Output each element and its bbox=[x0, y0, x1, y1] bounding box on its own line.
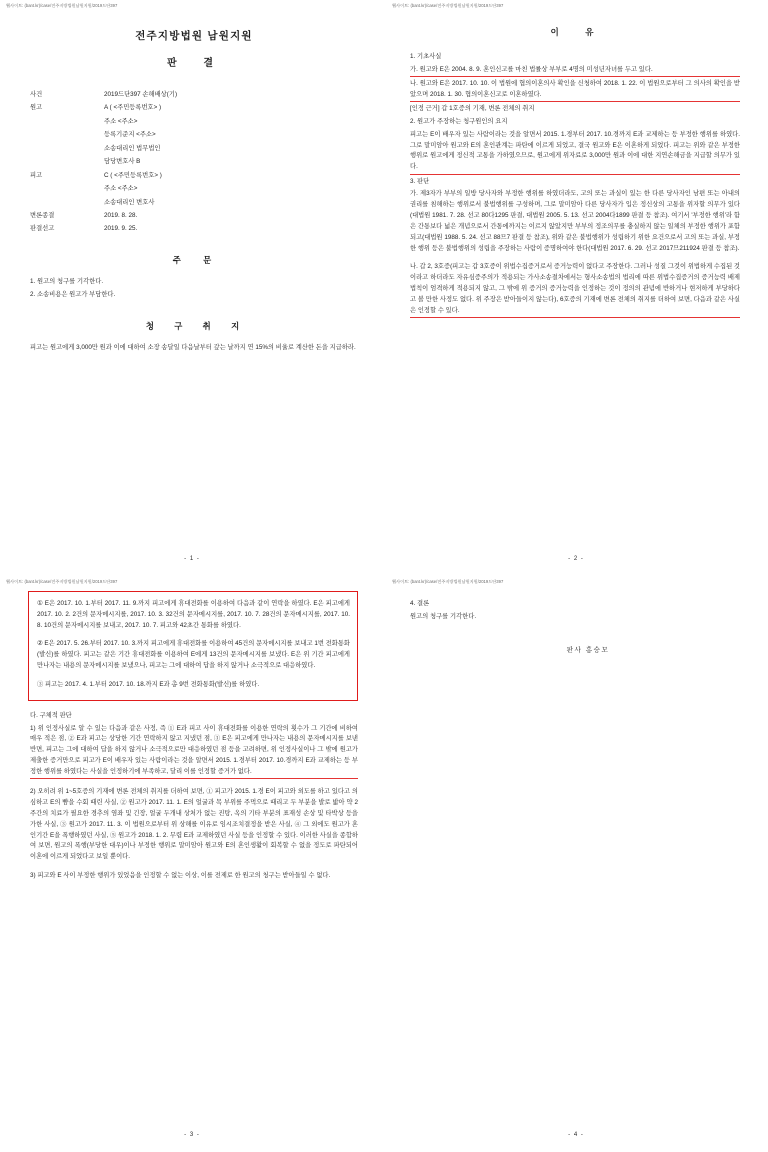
scan-header-page-2: 웹사이트: (bant.kr)/case/전주지방법원남원지원/2019드단397 bbox=[392, 3, 504, 8]
meta-value: 2019. 8. 28. bbox=[104, 211, 138, 219]
meta-key: 사건 bbox=[30, 90, 43, 98]
meta-key bbox=[30, 142, 104, 155]
claim-text: 피고는 원고에게 3,000만 원과 이에 대하여 소장 송달일 다음날부터 갚는 날까지 연 15%의 비율로 계산한 돈을 지급하라. bbox=[30, 344, 356, 352]
section-4-text: 원고의 청구를 기각한다. bbox=[410, 612, 477, 620]
meta-key: 판결선고 bbox=[30, 225, 55, 233]
claim-heading: 청 구 취 지 bbox=[145, 320, 249, 331]
scan-header-page-1: 웹사이트: (bant.kr)/case/전주지방법원남원지원/2019드단397 bbox=[6, 3, 118, 8]
section-c-item-1: 1) 위 인정사실로 알 수 있는 다음과 같은 사정, 즉 ① E과 피고 사이 휴대전화를 이용한 연락의 횟수가 그 기간에 비하여 매우 적은 점, ② E과 피고는 상당한 기간 연락하지 않고 지냈던 점, ③ E은 피고에게 만나자는 내용의 문자메시지를 보낸 반면, 피고는 그에 대하여 답을 하지 않거나 소극적으로만 대응하였던 점 등을 고려하면, 위 인정사실이나 그 밖에 원고가 제출한 증거만으로 피고가 E이 배우자 있는 사람이라는 것을 알면서 2015. 1.경부터 2017. 10.경까지 E과 교제하는 등 부정한 행위를 하였다는 사실을 인정하기에 부족하고, 달리 이를 인정할 증거가 없다. bbox=[30, 724, 358, 780]
boxed-item-1: ① E은 2017. 10. 1.부터 2017. 11. 9.까지 피고에게 휴대전화를 이용하여 다음과 같이 연락을 하였다. E은 피고에게 2017. 10. 2. 2건의 문자메시지를, 2017. 10. 3. 32건의 문자메시지를, 2017. 10. 7. 28건의 문자메시지를, 2017. 10. 8. 10건의 문자메시지를 보내고, 2017. 10. 7. 피고와 42초간 통화를 하였다. bbox=[37, 600, 350, 629]
red-annotation-box bbox=[28, 591, 358, 701]
page-number-1: - 1 - bbox=[184, 556, 200, 562]
order-item-1: 1. 원고의 청구를 기각한다. bbox=[30, 278, 104, 286]
page-4-body bbox=[384, 585, 768, 656]
section-1-title: 1. 기초사실 bbox=[410, 52, 442, 60]
meta-key bbox=[30, 183, 104, 196]
meta-key bbox=[30, 115, 104, 128]
table-row bbox=[30, 115, 358, 128]
table-row bbox=[30, 102, 358, 115]
table-row bbox=[30, 223, 358, 236]
section-1-evidence: [인정 근거] 갑 1호증의 기재, 변론 전체의 취지 bbox=[410, 105, 535, 113]
page-2 bbox=[384, 0, 768, 576]
boxed-item-3: ③ 피고는 2017. 4. 1.부터 2017. 10. 18.까지 E과 총 9번 전화통화(발신)를 하였다. bbox=[37, 680, 260, 688]
order-item-2: 2. 소송비용은 원고가 부담한다. bbox=[30, 290, 116, 298]
page-number-2: - 2 - bbox=[568, 556, 584, 562]
boxed-item-2: ② E은 2017. 5. 26.부터 2017. 10. 3.까지 피고에게 휴대전화를 이용하여 45건의 문자메시지를 보내고 1번 전화통화(발신)를 하였다. 피고는 같은 기간 휴대전화를 이용하여 E에게 13건의 문자메시지를 보냈다. E은 위 기간 피고에게 만나자는 내용의 문자메시지를 보냈으나, 피고는 그에 대하여 답을 하지 않거나 소극적으로 대응하였다. bbox=[37, 640, 350, 670]
meta-key: 피고 bbox=[30, 171, 43, 179]
order-heading: 주 문 bbox=[172, 254, 222, 265]
scan-header-page-4: 웹사이트: (bant.kr)/case/전주지방법원남원지원/2019드단397 bbox=[392, 579, 504, 584]
meta-key bbox=[30, 196, 104, 209]
section-2-text: 피고는 E이 배우자 있는 사람이라는 것을 알면서 2015. 1.경부터 2017. 10.경까지 E과 교제하는 등 부정한 행위를 하였다. 그로 말미암아 원고와 E의 혼인관계는 파탄에 이르게 되었고, 결국 원고와 E은 이혼하게 되었다. 피고는 위와 같은 부정한 행위로 원고에게 정신적 고통을 가하였으므로, 원고에게 위자료로 3,000만 원과 이에 대한 지연손해금을 지급할 의무가 있다. bbox=[410, 130, 740, 175]
section-2-title: 2. 원고가 주장하는 청구원인의 요지 bbox=[410, 117, 508, 125]
section-4-title: 4. 결론 bbox=[410, 600, 430, 607]
page-3 bbox=[0, 576, 384, 1152]
section-3-a: 가. 제3자가 부부의 일방 당사자와 부정한 행위를 하였더라도, 고의 또는 과실이 있는 한 다른 당사자인 남편 또는 아내의 권리를 침해하는 행위로서 불법행위를 구성하며, 그로 말미암아 다른 당사자가 입은 정신상의 고통을 위자할 의무가 있다(대법원 1981. 7. 28. 선고 80다1295 판결, 대법원 2005. 5. 13. 선고 2004다1899 판결 등 참조). 여기서 '부정한 행위'라 함은 간통보다 넓은 개념으로서 간통에까지는 이르지 않았지만 부부의 정조의무를 충실하지 않는 일체의 부정한 행위가 포함되고(대법원 1988. 5. 24. 선고 88므7 판결 등 참조), 위와 같은 불법행위가 성립하기 위한 요건으로서 고의 또는 과실, 부정한 행위 등은 불법행위의 성립을 주장하는 사람이 증명하여야 한다(대법원 2017. 6. 29. 선고 2017므211924 판결 등 참조). bbox=[410, 190, 740, 252]
meta-value: 담당변호사 B bbox=[104, 158, 141, 166]
meta-value: 소송대리인 법무법인 bbox=[104, 144, 161, 152]
page-4 bbox=[384, 576, 768, 1152]
meta-value: 2019. 9. 25. bbox=[104, 225, 138, 233]
page-number-3: - 3 - bbox=[184, 1132, 200, 1138]
meta-value: 2019드단397 손해배상(기) bbox=[104, 90, 178, 98]
section-c-item-2: 2) 오히려 위 1~5호증의 기재에 변론 전체의 취지를 더하여 보면, ① 피고가 2015. 1.경 E이 피고와 외도를 하고 있다고 의심하고 E의 뺨을 수회 때린 사실, ② 원고가 2017. 11. 1. E의 얼굴과 목 부위를 주먹으로 때리고 두 부분을 발로 밟아 약 2주간의 치료가 필요한 경추의 염좌 및 긴장, 얼굴 두개내 상처가 없는 진탕, 옥의 기타 부분의 표재성 손상 및 타박상 등을 가한 사실, ③ 원고가 2017. 11. 3. 이 법원으로부터 위 상해를 이유로 임시조치결정을 받은 사실, ④ 그 외에도 원고가 혼인기간 E을 폭행하였던 사실, ⑤ 원고가 2018. 1. 2. 무렵 E과 교제하였던 사실 등을 인정할 수 있다. 이러한 사실을 종합하여 보면, 원고의 폭행(부당한 대우)이나 부정한 행위로 말미암아 원고와 E의 혼인생활이 회복할 수 없을 정도로 파탄되어 이혼에 이르게 되었다고 보일 뿐이다. bbox=[30, 788, 358, 861]
table-row bbox=[30, 210, 358, 223]
meta-value: 주소 <주소> bbox=[104, 117, 138, 125]
case-meta-table bbox=[30, 88, 358, 236]
table-row bbox=[30, 88, 358, 101]
meta-key: 원고 bbox=[30, 104, 43, 112]
table-row bbox=[30, 196, 358, 209]
reason-heading: 이 유 bbox=[550, 27, 606, 37]
page-1-body bbox=[0, 9, 384, 354]
section-3-title: 3. 판단 bbox=[410, 177, 430, 185]
document-kind: 판 결 bbox=[166, 58, 226, 70]
meta-key: 변론종결 bbox=[30, 211, 55, 219]
meta-key bbox=[30, 129, 104, 142]
meta-value: 등록기준지 <주소> bbox=[104, 131, 156, 139]
judge-signature: 판사 홍승모 bbox=[566, 646, 610, 654]
meta-value: C ( <주민등록번호> ) bbox=[104, 171, 162, 179]
court-name: 전주지방법원 남원지원 bbox=[135, 30, 253, 42]
page-2-body bbox=[384, 9, 768, 318]
section-c-item-3: 3) 피고와 E 사이 부정한 행위가 있었음을 인정할 수 없는 이상, 이를 전제로 한 원고의 청구는 받아들일 수 없다. bbox=[30, 872, 331, 880]
page-number-4: - 4 - bbox=[568, 1132, 584, 1138]
scan-header-page-3: 웹사이트: (bant.kr)/case/전주지방법원남원지원/2019드단397 bbox=[6, 579, 118, 584]
section-1-b: 나. 원고와 E은 2017. 10. 10. 이 법원에 협의이혼의사 확인을 신청하여 2018. 1. 22. 이 법원으로부터 그 의사의 확인을 받았으며 2018. 1. 30. 협의이혼신고로 이혼하였다. bbox=[410, 79, 740, 102]
section-1-a: 가. 원고와 E은 2004. 8. 9. 혼인신고를 마친 법률상 부부로 4명의 미성년자녀를 두고 있다. bbox=[410, 65, 740, 77]
table-row bbox=[30, 129, 358, 142]
meta-value: A ( <주민등록번호> ) bbox=[104, 104, 162, 112]
table-row bbox=[30, 183, 358, 196]
section-c-title: 다. 구체적 판단 bbox=[30, 711, 72, 719]
page-3-body bbox=[0, 585, 384, 882]
meta-value: 주소 <주소> bbox=[104, 185, 138, 193]
page-1 bbox=[0, 0, 384, 576]
section-3-b: 나. 갑 2, 3호증(피고는 갑 3호증이 위법수집증거로서 증거능력이 없다고 주장한다. 그러나 성질 그것이 위법하게 수집된 것이라고 하더라도 자유심증주의가 적용되는 가사소송절차에서는 형사소송법의 법리에 따른 위법수집증거의 증거능력 배제법칙이 엄격하게 적용되지 않고, 그 밖에 위 증거의 증거능력을 인정하는 것이 정의의 관념에 반하거나 현저하게 부당하다고 볼 만한 사정도 없다. 위 주장은 받아들이지 않는다), 6호증의 기재에 변론 전체의 취지를 더하여 보면, 다음과 같은 사실은 인정할 수 있다. bbox=[410, 262, 740, 318]
table-row bbox=[30, 156, 358, 169]
meta-value: 소송대리인 변호사 bbox=[104, 198, 155, 206]
table-row bbox=[30, 169, 358, 182]
meta-key bbox=[30, 156, 104, 169]
table-row bbox=[30, 142, 358, 155]
